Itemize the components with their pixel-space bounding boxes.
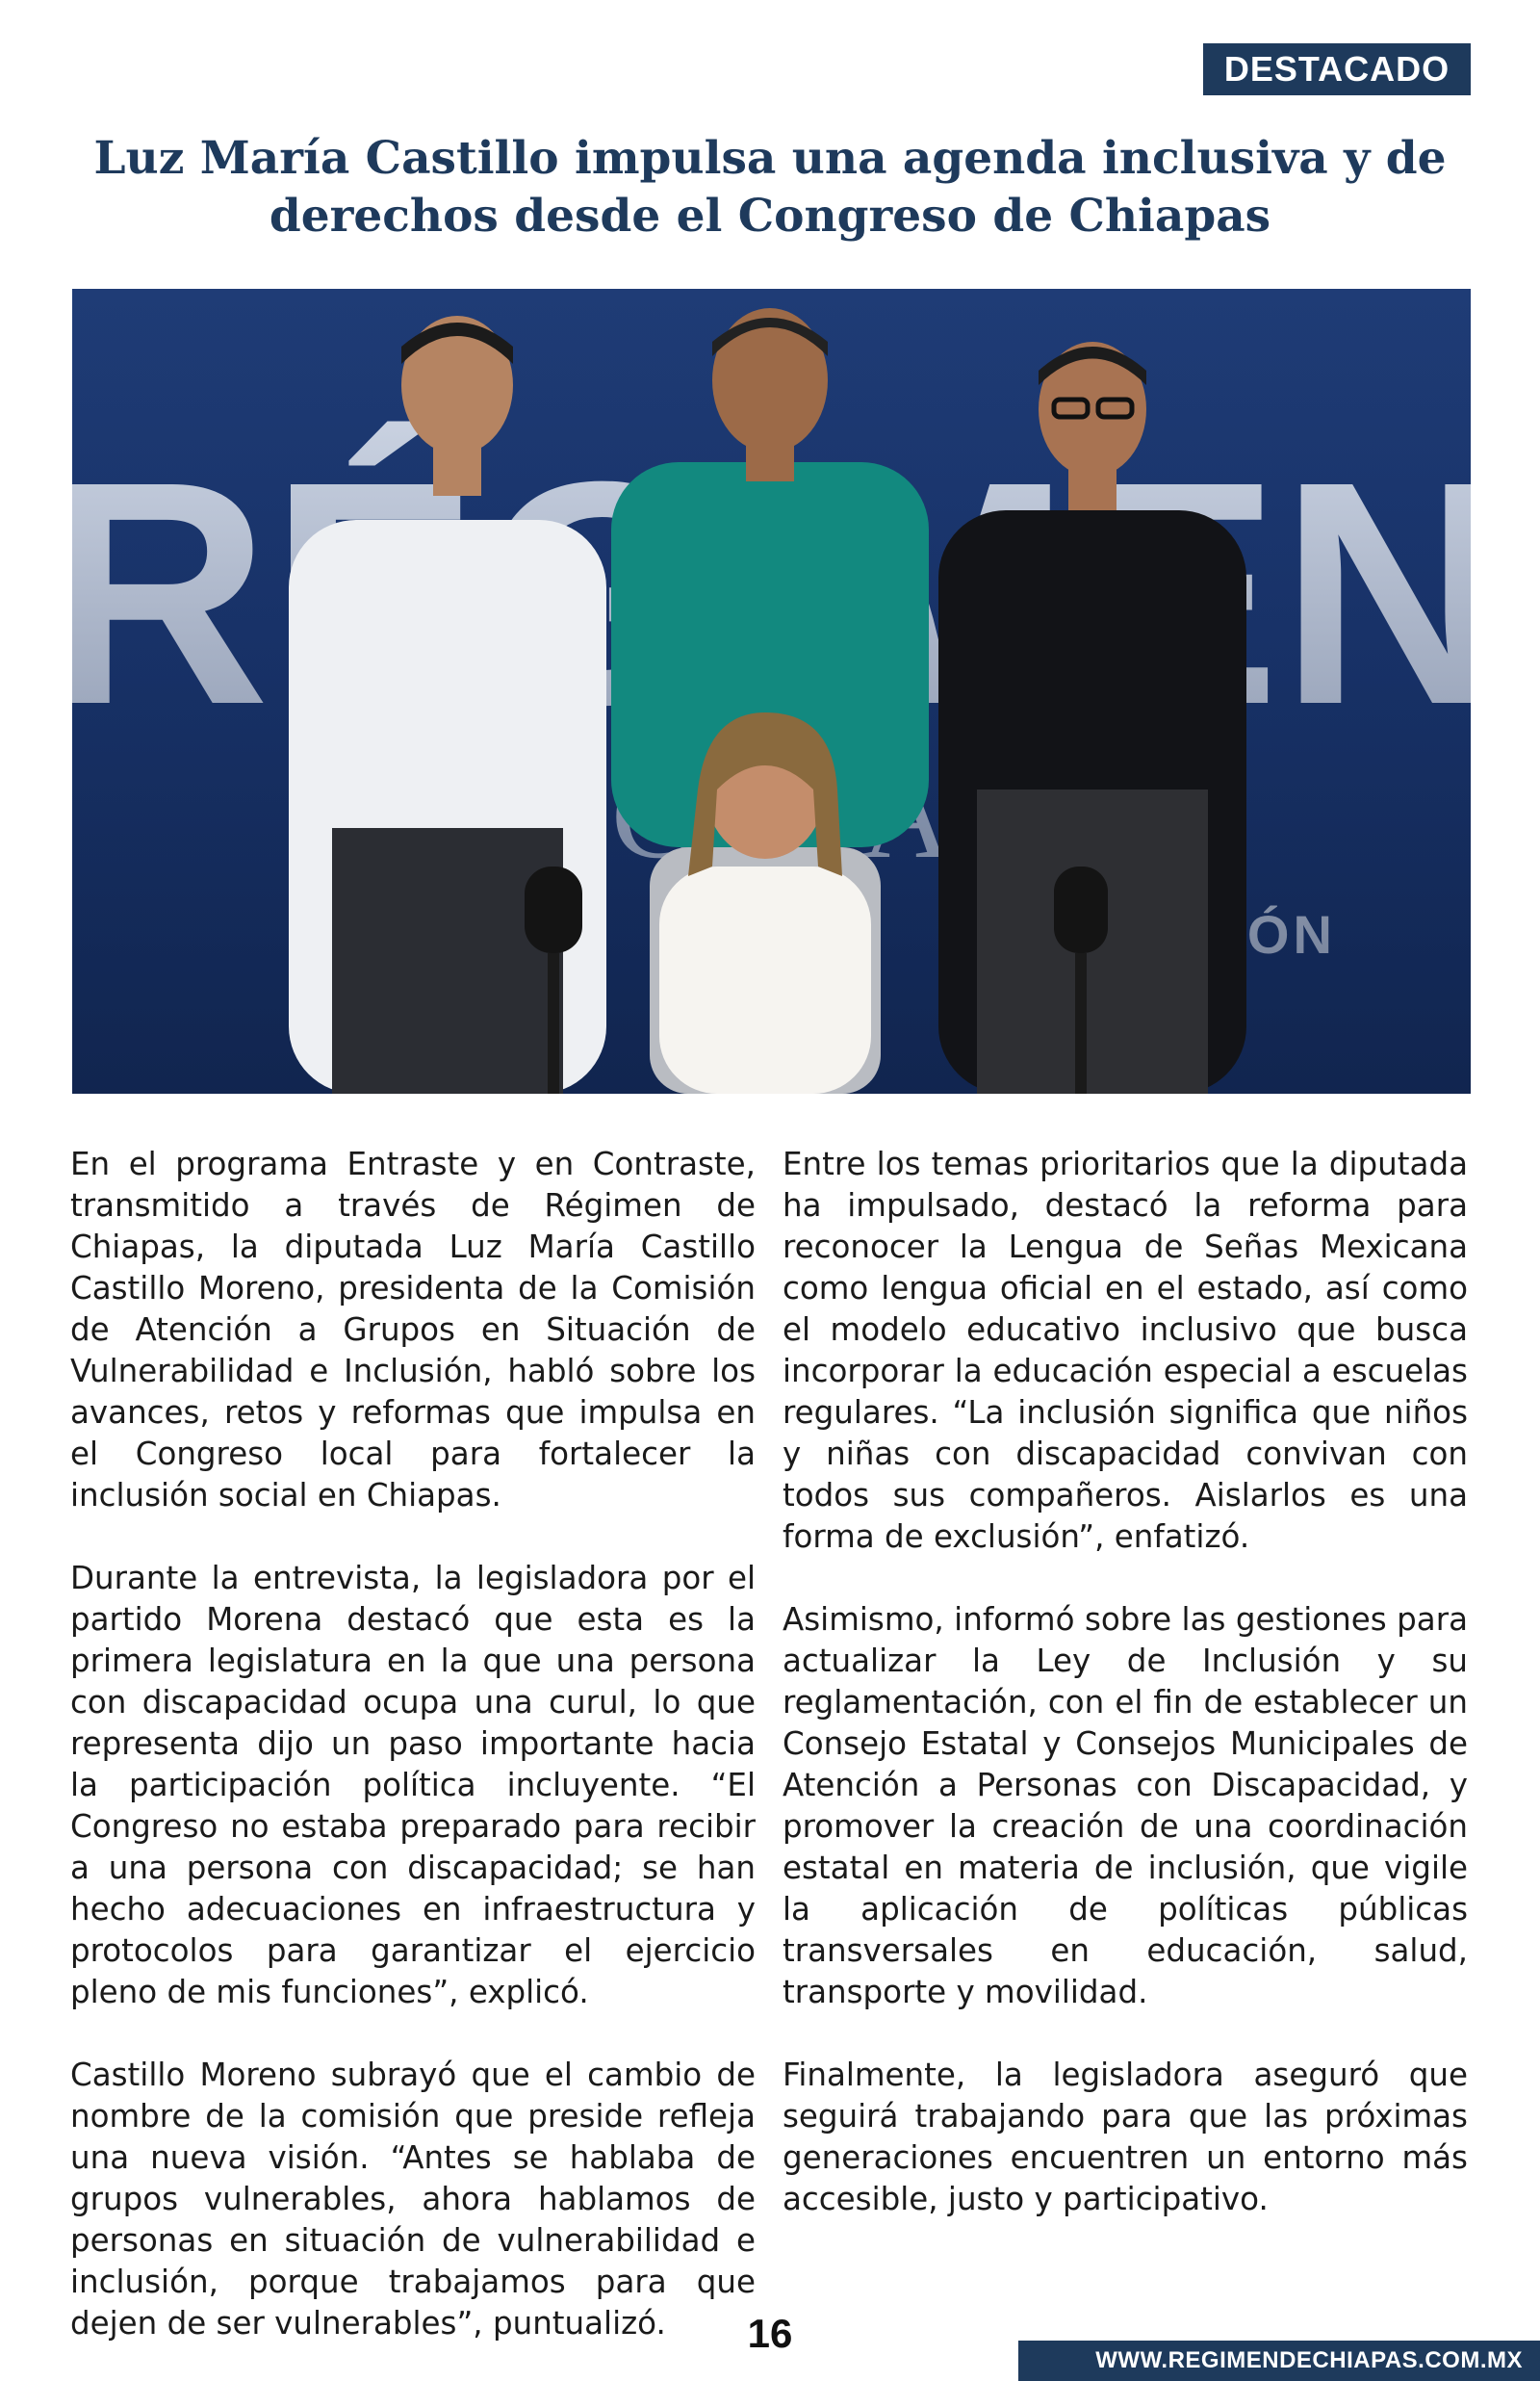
footer-url[interactable]: WWW.REGIMENDECHIAPAS.COM.MX bbox=[1095, 2347, 1523, 2373]
page-number: 16 bbox=[747, 2311, 793, 2356]
paragraph: Entre los temas prioritarios que la diputada ha impulsado, destacó la reforma para reconocer la Lengua de Señas Mexicana como lengua oficial en el estado, así como el modelo educativo inclusivo que busca incorporar la educación especial a escuelas regulares. “La inclusión significa que niños y niñas con discapacidad convivan con todos sus compañeros. Aislarlos es una forma de exclusión”, enfatizó. bbox=[783, 1146, 1468, 1555]
section-badge: DESTACADO bbox=[1203, 43, 1471, 95]
paragraph: En el programa Entraste y en Contraste, transmitido a través de Régimen de Chiapas, la diputada Luz María Castillo Castillo Moreno, presidenta de la Comisión de Atención a Grupos en Situación de Vulnerabilidad e Inclusión, habló sobre los avances, retos y reformas que impulsa en el Congreso local para fortalecer la inclusión social en Chiapas. bbox=[70, 1146, 756, 1514]
article-photo bbox=[72, 289, 1471, 1094]
paragraph: Castillo Moreno subrayó que el cambio de nombre de la comisión que preside refleja una nueva visión. “Antes se hablaba de grupos vulnerables, ahora hablamos de personas en situación de vulnerabilidad e inclusión, porque trabajamos para que dejen de ser vulnerables”, puntualizó. bbox=[70, 2057, 756, 2342]
footer-website-bar bbox=[1018, 2341, 1540, 2381]
photo-illustration bbox=[72, 289, 1471, 1094]
paragraph: Finalmente, la legisladora aseguró que seguirá trabajando para que las próximas generaciones encuentren un entorno más accesible, justo y participativo. bbox=[783, 2057, 1468, 2217]
article-column-right bbox=[783, 1144, 1468, 2220]
paragraph: Durante la entrevista, la legisladora por el partido Morena destacó que esta es la primera legislatura en la que una persona con discapacidad ocupa una curul, lo que representa dijo un paso importante hacia la participación política incluyente. “El Congreso no estaba preparado para recibir a una persona con discapacidad; se han hecho adecuaciones en infraestructura y protocolos para garantizar el ejercicio pleno de mis funciones”, explicó. bbox=[70, 1560, 756, 2010]
article-column-left bbox=[70, 1144, 756, 2344]
headline-line-1: Luz María Castillo impulsa una agenda inclusiva y de bbox=[93, 132, 1447, 185]
article-headline bbox=[87, 130, 1453, 246]
paragraph: Asimismo, informó sobre las gestiones para actualizar la Ley de Inclusión y su reglamentación, con el fin de establecer un Consejo Estatal y Consejos Municipales de Atención a Personas con Discapacidad, y promover la creación de una coordinación estatal en materia de inclusión, que vigile la aplicación de políticas públicas transversales en educación, salud, transporte y movilidad. bbox=[783, 1601, 1468, 2010]
headline-line-2: derechos desde el Congreso de Chiapas bbox=[269, 190, 1271, 243]
